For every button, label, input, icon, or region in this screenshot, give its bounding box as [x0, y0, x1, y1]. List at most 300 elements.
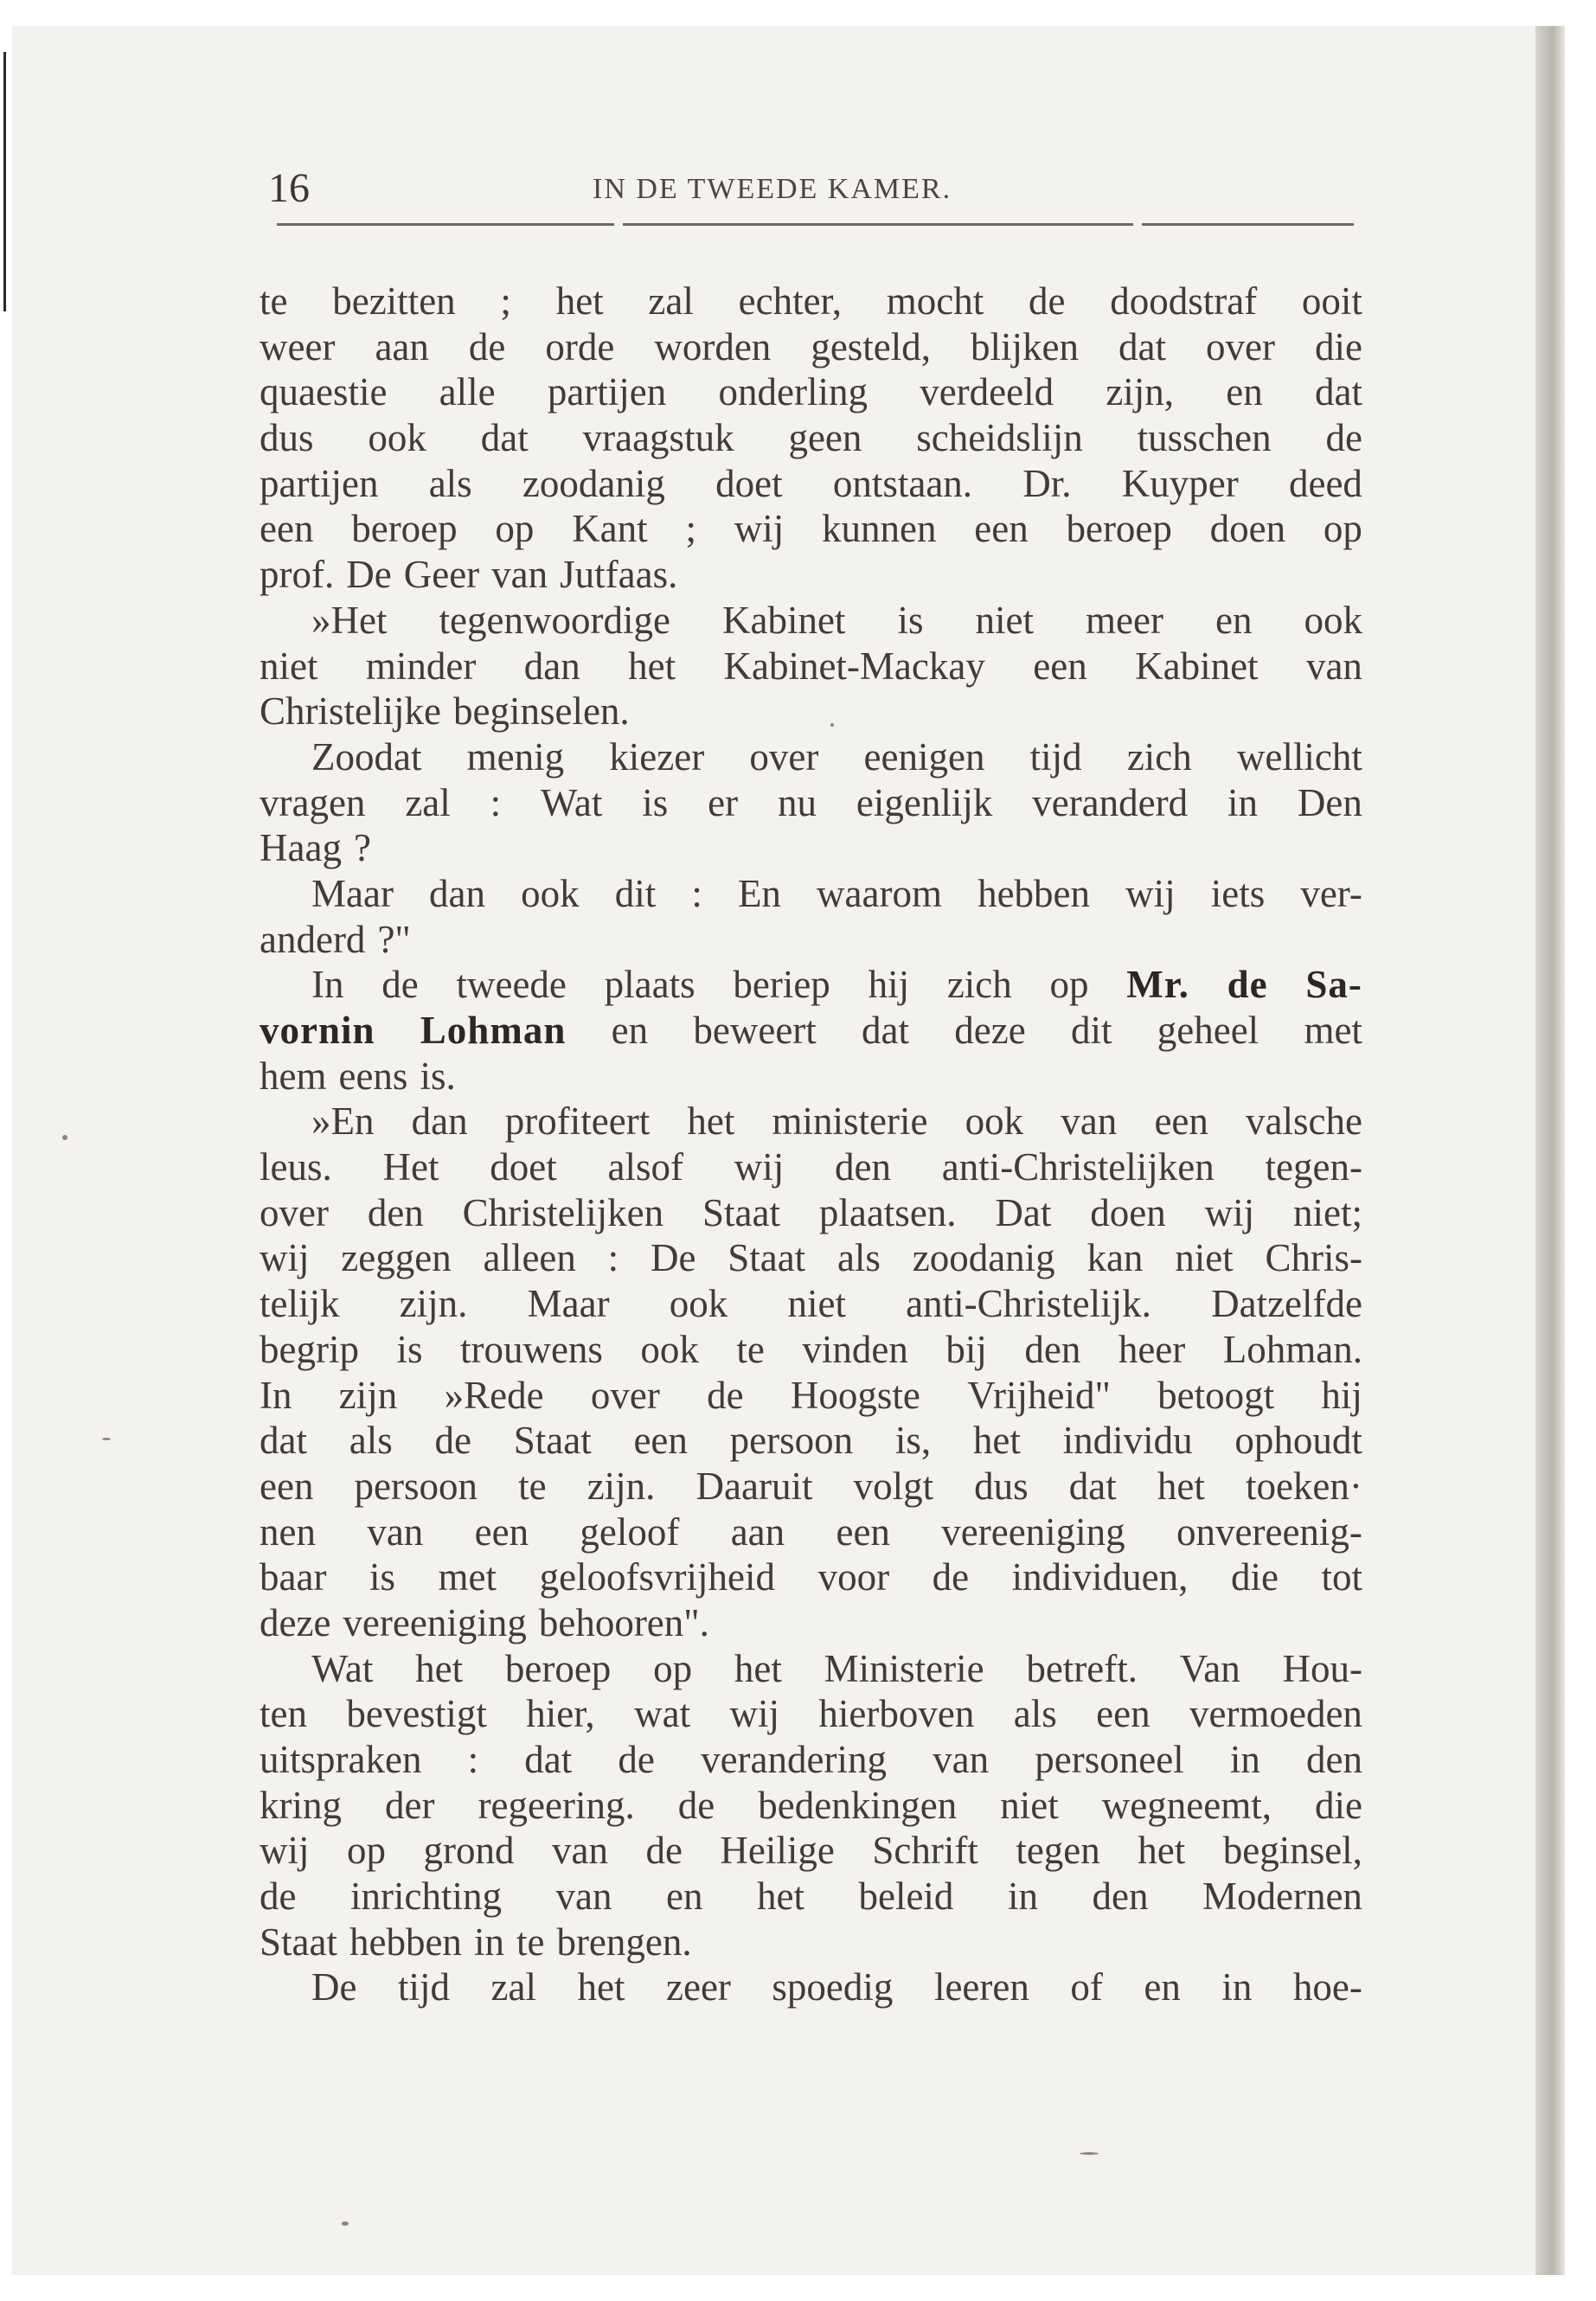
text-line	[260, 917, 1362, 963]
word: Christelijke	[260, 689, 441, 734]
word: dan	[523, 644, 580, 688]
word: die	[1315, 1783, 1362, 1827]
word: den	[835, 1145, 892, 1189]
word: dat	[862, 1009, 910, 1052]
word: wellicht	[1236, 734, 1362, 779]
word: ook	[1304, 598, 1362, 642]
word: persoon	[354, 1464, 478, 1508]
word: den	[1092, 1875, 1149, 1919]
word: Daaruit	[695, 1464, 813, 1508]
word: eigenlijk	[856, 780, 993, 824]
word: dat	[524, 1738, 573, 1781]
bold-word: Mr.	[1126, 963, 1189, 1007]
word: individuen,	[1011, 1555, 1189, 1599]
word: de	[932, 1555, 970, 1599]
word: hem	[260, 1054, 327, 1098]
word: »Het	[311, 598, 388, 642]
bold-word: de	[1227, 963, 1268, 1007]
word: niet	[1175, 1236, 1234, 1280]
text-line	[260, 1600, 1362, 1646]
word: gesteld,	[811, 324, 932, 369]
word: tegenwoordige	[439, 598, 670, 642]
word: zoodanig	[912, 1236, 1055, 1280]
word: zijn.	[399, 1282, 468, 1326]
text-line	[260, 1008, 1362, 1054]
word: betoogt	[1157, 1373, 1275, 1417]
word: Heilige	[720, 1829, 835, 1873]
word: Kant	[572, 507, 648, 551]
word: ooit	[1301, 279, 1362, 323]
word: anderd	[260, 917, 366, 961]
word: toeken·	[1245, 1464, 1362, 1508]
word: nen	[260, 1509, 316, 1554]
word: deze	[260, 1600, 331, 1644]
text-line	[260, 1920, 1362, 1965]
word: alleen	[483, 1236, 576, 1280]
word: Vrijheid"	[967, 1373, 1111, 1417]
word: zal	[405, 780, 451, 824]
word: De	[311, 1965, 357, 2009]
word: Ministerie	[824, 1646, 984, 1690]
text-line	[260, 962, 1362, 1008]
word: dat	[1068, 1464, 1117, 1508]
word: »Rede	[444, 1373, 544, 1417]
word: den	[367, 1190, 424, 1234]
word: Lohman.	[1222, 1327, 1362, 1371]
running-title: IN DE TWEEDE KAMER.	[593, 173, 952, 205]
word: doen	[1209, 507, 1286, 551]
text-line	[260, 1235, 1362, 1281]
word: Kuyper	[1121, 461, 1239, 505]
word: niet	[260, 644, 318, 688]
word: de	[1028, 279, 1066, 323]
word: ophoudt	[1234, 1419, 1362, 1463]
word: ;	[685, 507, 696, 551]
text-line	[260, 689, 1362, 734]
text-line	[260, 871, 1362, 917]
word: verandering	[701, 1738, 887, 1781]
word: In	[311, 963, 344, 1007]
word: menig	[466, 734, 565, 779]
word: in	[473, 1920, 504, 1964]
word: Dr.	[1022, 461, 1072, 505]
word: Staat	[260, 1920, 337, 1964]
word: en	[665, 1875, 703, 1919]
word: hebben	[977, 871, 1091, 915]
word: dan	[429, 871, 486, 915]
word: een	[1154, 1099, 1208, 1144]
word: dus	[974, 1464, 1029, 1508]
word: doet	[715, 461, 783, 505]
word: te	[516, 1920, 545, 1964]
word: tot	[1321, 1555, 1362, 1599]
word: beweert	[693, 1009, 817, 1052]
word: :	[467, 1738, 479, 1781]
word: een	[474, 1509, 529, 1554]
word: prof.	[260, 553, 335, 597]
word: deed	[1288, 461, 1362, 505]
word: zich	[1126, 734, 1192, 779]
word: Datzelfde	[1211, 1282, 1362, 1326]
word: Schrift	[872, 1829, 978, 1873]
word: hij	[868, 963, 910, 1007]
word: ten	[260, 1692, 307, 1736]
word: beroep	[351, 507, 458, 551]
word: blijken	[971, 324, 1080, 369]
word: grond	[423, 1829, 515, 1873]
word: alsof	[607, 1145, 683, 1189]
word: het	[972, 1419, 1021, 1463]
word: Het	[382, 1145, 439, 1189]
word: beleid	[858, 1875, 954, 1919]
word: Staat	[513, 1419, 592, 1463]
word: Modernen	[1202, 1875, 1362, 1919]
word: :	[490, 780, 502, 824]
word: valsche	[1246, 1099, 1362, 1144]
word: kunnen	[822, 507, 937, 551]
word: zich	[946, 963, 1012, 1007]
word: De	[346, 553, 392, 597]
scan-speck	[1080, 2152, 1099, 2155]
word: beroep	[504, 1646, 612, 1690]
word: en	[1144, 1965, 1181, 2009]
word: op	[653, 1646, 693, 1690]
word: Hou-	[1282, 1646, 1362, 1690]
word: of	[1070, 1965, 1103, 2009]
word: Wat	[311, 1646, 374, 1690]
word: als	[1013, 1692, 1057, 1736]
text-line	[260, 461, 1362, 507]
word: De	[650, 1236, 696, 1280]
word: de	[260, 1875, 297, 1919]
word: worden	[654, 324, 772, 369]
text-line	[260, 598, 1362, 644]
text-line	[260, 1554, 1362, 1600]
word: quaestie	[260, 370, 388, 414]
word: op	[1049, 963, 1089, 1007]
word: niet	[1000, 1783, 1059, 1827]
word: Wat	[541, 780, 603, 824]
word: tegen	[1016, 1829, 1100, 1873]
word: doet	[490, 1145, 557, 1189]
text-line	[260, 552, 1362, 598]
word: tijd	[398, 1965, 451, 2009]
word: er	[708, 780, 739, 824]
word: als	[428, 461, 472, 505]
word: zeer	[666, 1965, 731, 2009]
word: Hoogste	[790, 1373, 920, 1417]
word: leeren	[933, 1965, 1029, 2009]
word: betreft.	[1026, 1646, 1138, 1690]
word: iets	[1210, 871, 1266, 915]
word: wegneemt,	[1101, 1783, 1272, 1827]
word: dan	[411, 1099, 468, 1144]
word: het	[734, 1646, 782, 1690]
text-line	[260, 644, 1362, 689]
scan-speck	[830, 723, 834, 727]
word: is	[897, 598, 924, 642]
word: individu	[1062, 1419, 1193, 1463]
word: onvereenig-	[1176, 1509, 1362, 1554]
word: aan	[730, 1509, 785, 1554]
bold-word: Sa-	[1305, 963, 1362, 1007]
word: een	[260, 1464, 314, 1508]
word: beginsel,	[1222, 1829, 1362, 1873]
word: de	[434, 1419, 471, 1463]
word: anti-Christelijken	[941, 1145, 1215, 1189]
word: dat	[260, 1419, 307, 1463]
word: wat	[634, 1692, 691, 1736]
word: te	[736, 1327, 765, 1371]
word: bij	[945, 1327, 987, 1371]
word: plaats	[604, 963, 695, 1007]
word: kring	[260, 1783, 342, 1827]
word: Maar	[311, 871, 394, 915]
word: op	[347, 1829, 386, 1873]
word: onderling	[718, 370, 868, 414]
word: regeering.	[478, 1783, 635, 1827]
word: hoe-	[1292, 1965, 1362, 2009]
text-line	[260, 415, 1362, 461]
word: die	[1230, 1555, 1279, 1599]
text-line	[260, 1190, 1362, 1236]
page-number: 16	[268, 165, 310, 211]
word: is	[369, 1555, 395, 1599]
word: anti-Christelijk.	[906, 1282, 1151, 1326]
word: ?"	[377, 917, 411, 961]
word: niet	[787, 1282, 846, 1326]
word: tijd	[1029, 734, 1082, 779]
word: ook	[669, 1282, 728, 1326]
word: geheel	[1157, 1009, 1259, 1052]
word: dat	[1118, 324, 1166, 369]
word: een	[1033, 644, 1087, 688]
word: is.	[420, 1054, 456, 1098]
word: doodstraf	[1110, 279, 1258, 323]
word: het	[577, 1965, 625, 2009]
word: hij	[1321, 1373, 1362, 1417]
word: hier,	[526, 1692, 595, 1736]
word: orde	[545, 324, 615, 369]
word: waarom	[817, 871, 942, 915]
word: over	[749, 734, 819, 779]
word: mocht	[886, 279, 984, 323]
word: scheidslijn	[916, 416, 1083, 460]
word: het	[1138, 1829, 1186, 1873]
word: ?	[353, 826, 371, 870]
scan-speck	[102, 1438, 111, 1440]
word: Staat	[702, 1190, 780, 1234]
word: wij	[260, 1829, 310, 1873]
word: ver-	[1300, 871, 1362, 915]
text-line	[260, 506, 1362, 552]
text-line	[260, 1646, 1362, 1692]
word: dit	[1070, 1009, 1112, 1052]
word: Van	[1179, 1646, 1240, 1690]
word: Kabinet	[721, 598, 846, 642]
word: Maar	[527, 1282, 610, 1326]
word: heer	[1118, 1327, 1186, 1371]
word: ook	[521, 871, 580, 915]
word: Geer	[403, 553, 480, 597]
word: wij	[729, 1692, 779, 1736]
word: beginselen.	[452, 689, 630, 734]
text-line	[260, 369, 1362, 415]
word: meer	[1086, 598, 1163, 642]
word: van	[1305, 644, 1362, 688]
word: is	[642, 780, 669, 824]
word: en	[1215, 598, 1253, 642]
word: van	[367, 1509, 424, 1554]
word: volgt	[853, 1464, 934, 1508]
text-line	[260, 1509, 1362, 1555]
word: het	[687, 1099, 735, 1144]
text-line	[260, 279, 1362, 324]
bold-word: Lohman	[420, 1009, 567, 1052]
word: deze	[954, 1009, 1026, 1052]
text-line	[260, 1783, 1362, 1829]
word: te	[260, 279, 288, 323]
word: een	[836, 1509, 890, 1554]
text-line	[260, 1373, 1362, 1419]
word: zijn.	[586, 1464, 656, 1508]
word: wij	[734, 1145, 785, 1189]
word: vinden	[802, 1327, 908, 1371]
word: Staat	[727, 1236, 806, 1280]
word: vraagstuk	[582, 416, 734, 460]
word: trouwens	[459, 1327, 603, 1371]
word: niet;	[1292, 1190, 1362, 1234]
word: van	[1061, 1099, 1118, 1144]
word: dat	[480, 416, 529, 460]
text-line	[260, 1418, 1362, 1464]
word: ontstaan.	[832, 461, 973, 505]
word: tegen-	[1265, 1145, 1362, 1189]
word: de	[468, 324, 506, 369]
running-head	[268, 163, 1358, 215]
word: geen	[788, 416, 862, 460]
header-rule-middle	[623, 223, 1133, 226]
text-line	[260, 1144, 1362, 1190]
word: in	[1227, 780, 1258, 824]
text-line	[260, 1691, 1362, 1737]
word: de	[1325, 416, 1362, 460]
word: doen	[1090, 1190, 1166, 1234]
word: de	[618, 1738, 655, 1781]
word: met	[1304, 1009, 1362, 1052]
word: kiezer	[609, 734, 705, 779]
word: is,	[894, 1419, 932, 1463]
word: zijn,	[1106, 370, 1175, 414]
word: :	[691, 871, 702, 915]
word: over	[1206, 324, 1275, 369]
word: zal	[648, 279, 694, 323]
word: tusschen	[1137, 416, 1272, 460]
word: En	[737, 871, 781, 915]
word: op	[1323, 507, 1362, 551]
word: vereeniging	[343, 1600, 527, 1644]
word: brengen.	[556, 1920, 692, 1964]
word: Kabinet	[1135, 644, 1259, 688]
word: wij	[734, 507, 785, 551]
page-edge-shadow	[1535, 26, 1565, 2275]
word: de	[645, 1829, 683, 1873]
word: eenigen	[863, 734, 985, 779]
word: wij	[260, 1236, 310, 1280]
word: partijen	[260, 461, 379, 505]
word: tweede	[456, 963, 567, 1007]
text-line	[260, 1464, 1362, 1509]
word: zoodanig	[522, 461, 665, 505]
word: het	[555, 279, 604, 323]
scan-speck	[62, 1135, 67, 1140]
word: als	[836, 1236, 881, 1280]
word: behooren".	[538, 1600, 709, 1644]
word: begrip	[260, 1327, 359, 1371]
word: zijn	[338, 1373, 398, 1417]
word: Christelijken	[462, 1190, 664, 1234]
word: wij	[1204, 1190, 1255, 1234]
word: dit	[614, 871, 657, 915]
scan-border-mark	[3, 52, 6, 311]
word: weer	[260, 324, 336, 369]
word: Jutfaas.	[560, 553, 678, 597]
word: Dat	[995, 1190, 1052, 1234]
word: het	[628, 644, 676, 688]
word: over	[590, 1373, 660, 1417]
word: minder	[365, 644, 477, 688]
word: beriep	[733, 963, 830, 1007]
word: Den	[1297, 780, 1362, 824]
word: een	[974, 507, 1029, 551]
word: geloofsvrijheid	[539, 1555, 776, 1599]
word: en	[611, 1009, 649, 1052]
word: In	[260, 1373, 292, 1417]
word: personeel	[1035, 1738, 1184, 1781]
text-line	[260, 825, 1362, 871]
word: in	[1007, 1875, 1038, 1919]
word: ;	[500, 279, 511, 323]
word: wij	[1125, 871, 1176, 915]
header-rule-left	[277, 223, 614, 226]
word: een	[1096, 1692, 1151, 1736]
word: is	[396, 1327, 423, 1371]
word: inrichting	[350, 1875, 502, 1919]
word: in	[1221, 1965, 1253, 2009]
word: van	[555, 1875, 612, 1919]
word: Haag	[260, 826, 342, 870]
word: ministerie	[772, 1099, 928, 1144]
word: den	[1306, 1738, 1362, 1781]
word: hebben	[349, 1920, 462, 1964]
word: vereeniging	[941, 1509, 1125, 1554]
word: dus	[260, 416, 314, 460]
word: dat	[1314, 370, 1362, 414]
word: partijen	[547, 370, 667, 414]
header-rule-right	[1142, 223, 1354, 226]
word: het	[415, 1646, 464, 1690]
word: aan	[375, 324, 429, 369]
word: uitspraken	[260, 1738, 422, 1781]
scan-speck	[342, 2221, 349, 2226]
word: bedenkingen	[758, 1783, 958, 1827]
word: op	[495, 507, 535, 551]
word: verdeeld	[920, 370, 1054, 414]
word: Chris-	[1265, 1236, 1362, 1280]
word: met	[438, 1555, 497, 1599]
word: veranderd	[1032, 780, 1189, 824]
text-line	[260, 1327, 1362, 1373]
